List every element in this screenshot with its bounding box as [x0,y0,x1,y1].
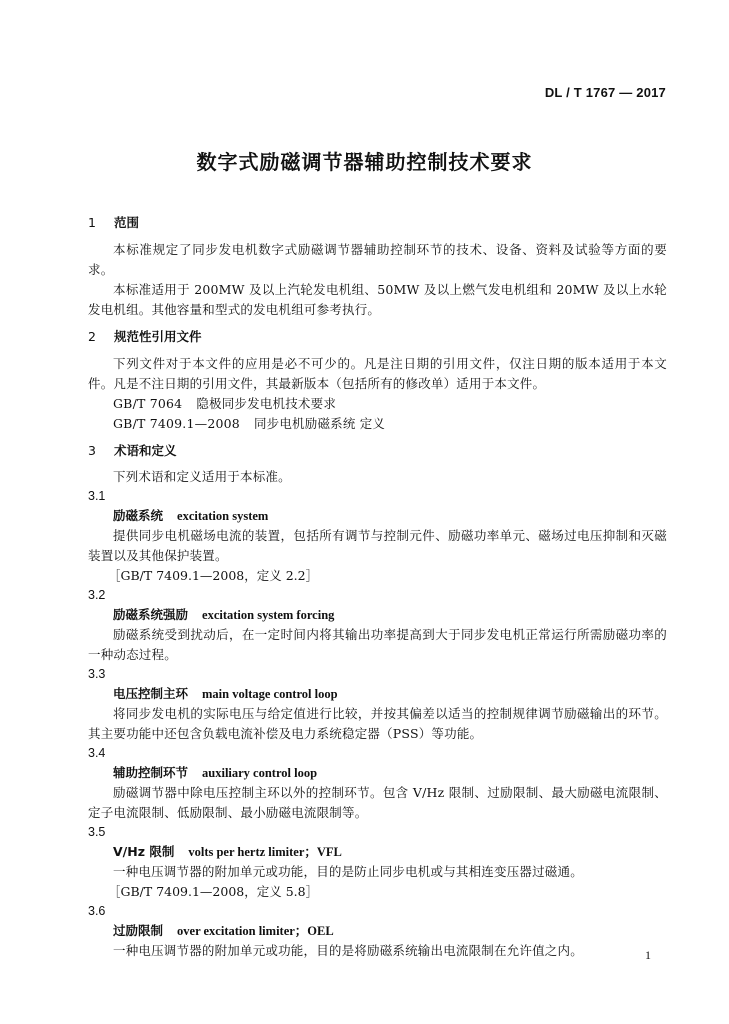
section-heading-terms-definitions [88,442,667,460]
term-zh: 电压控制主环 [113,686,189,701]
term-en: excitation system forcing [202,608,335,622]
term-title [88,506,667,526]
term-number: 3.2 [88,588,106,602]
term-definition: 一种电压调节器的附加单元或功能，目的是将励磁系统输出电流限制在允许值之内。 [113,943,583,958]
term-title [88,921,667,941]
term-number: 3.1 [88,489,106,503]
reference-title: 隐极同步发电机技术要求 [196,396,337,411]
term-source: ［GB/T 7409.1—2008，定义 5.8］ [108,884,319,899]
term-number: 3.5 [88,825,106,839]
term-title [88,842,667,862]
term-zh: V/Hz 限制 [113,844,175,859]
standard-code: DL / T 1767 — 2017 [544,85,666,100]
reference-code: GB/T 7064 [113,396,183,411]
paragraph: 下列文件对于本文件的应用是必不可少的。凡是注日期的引用文件，仅注日期的版本适用于本文件。凡是不注日期的引用文件，其最新版本（包括所有的修改单）适用于本文件。 [88,356,667,391]
reference-item [88,394,667,414]
paragraph: 下列术语和定义适用于本标准。 [113,469,291,484]
reference-code: GB/T 7409.1—2008 [113,416,240,431]
section-title: 范围 [114,215,140,230]
section-number: 3 [88,443,96,458]
term-number: 3.3 [88,667,106,681]
term-en: auxiliary control loop [202,766,318,780]
paragraph: 本标准适用于 200MW 及以上汽轮发电机组、50MW 及以上燃气发电机组和 20MW 及以上水轮发电机组。其他容量和型式的发电机组可参考执行。 [88,282,667,317]
term-zh: 励磁系统强励 [113,607,189,622]
reference-title: 同步电机励磁系统 定义 [253,416,386,431]
term-en: volts per hertz limiter；VFL [188,845,342,859]
document-title: 数字式励磁调节器辅助控制技术要求 [196,150,533,174]
section-number: 2 [88,329,96,344]
section-number: 1 [88,215,96,230]
term-zh: 辅助控制环节 [113,765,189,780]
term-zh: 过励限制 [113,923,164,938]
document-body [88,214,667,961]
reference-item [88,414,667,434]
term-definition: 一种电压调节器的附加单元或功能，目的是防止同步电机或与其相连变压器过磁通。 [113,864,583,879]
term-title [88,605,667,625]
term-en: main voltage control loop [202,687,338,701]
term-definition: 励磁调节器中除电压控制主环以外的控制环节。包含 V/Hz 限制、过励限制、最大励磁电流限制、定子电流限制、低励限制、最小励磁电流限制等。 [88,785,667,820]
term-definition: 将同步发电机的实际电压与给定值进行比较，并按其偏差以适当的控制规律调节励磁输出的环节。其主要功能中还包含负载电流补偿及电力系统稳定器（PSS）等功能。 [88,706,667,741]
term-definition: 励磁系统受到扰动后，在一定时间内将其输出功率提高到大于同步发电机正常运行所需励磁功率的一种动态过程。 [88,627,667,662]
term-source: ［GB/T 7409.1—2008，定义 2.2］ [108,568,319,583]
term-en: excitation system [177,509,269,523]
section-heading-normative-references [88,328,667,346]
term-number: 3.4 [88,746,106,760]
section-title: 规范性引用文件 [114,329,202,344]
term-zh: 励磁系统 [113,508,164,523]
term-definition: 提供同步电机磁场电流的装置，包括所有调节与控制元件、励磁功率单元、磁场过电压抑制和灭磁装置以及其他保护装置。 [88,528,667,563]
paragraph: 本标准规定了同步发电机数字式励磁调节器辅助控制环节的技术、设备、资料及试验等方面的要求。 [88,242,667,277]
section-title: 术语和定义 [114,443,177,458]
term-number: 3.6 [88,904,106,918]
term-title [88,763,667,783]
term-en: over excitation limiter；OEL [177,924,334,938]
term-title [88,684,667,704]
section-heading-scope [88,214,667,232]
page-number: 1 [645,948,651,962]
